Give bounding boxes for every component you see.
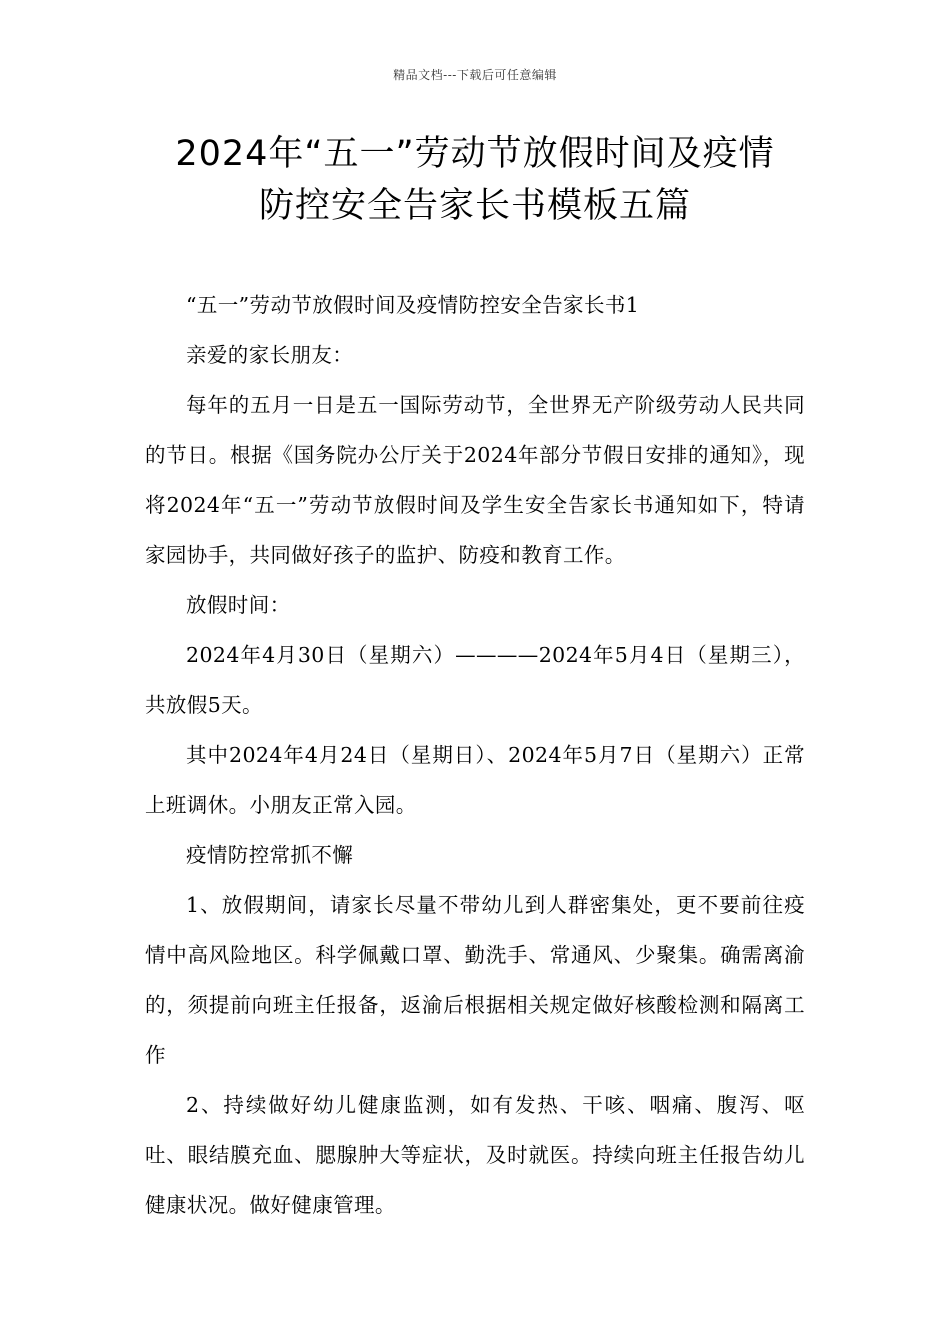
holiday-heading: 放假时间： (186, 593, 291, 617)
title-line-2: 防控安全告家长书模板五篇 (258, 186, 691, 226)
numbered-paragraph: 2、持续做好幼儿健康监测，如有发热、干咳、咽痛、腹泻、呕吐、眼结膜充血、腮腺肿大等症状，及时就医。持续向班主任报告幼儿健康状况。做好健康管理。 (145, 1093, 805, 1217)
body-paragraph: 每年的五月一日是五一国际劳动节，全世界无产阶级劳动人民共同的节日。根据《国务院办公厅关于2024年部分节假日安排的通知》，现将2024年“五一”劳动节放假时间及学生安全告家长书通知如下，特请家园协手，共同做好孩子的监护、防疫和教育工作。 (145, 393, 805, 567)
epidemic-heading: 疫情防控常抓不懈 (186, 843, 354, 867)
section-heading: “五一”劳动节放假时间及疫情防控安全告家长书1 (186, 293, 640, 317)
header-note: 精品文档---下载后可任意编辑 (393, 68, 557, 82)
makeup-days-paragraph: 其中2024年4月24日（星期日）、2024年5月7日（星期六）正常上班调休。小朋友正常入园。 (145, 743, 805, 817)
title-line-1: 2024年“五一”劳动节放假时间及疫情 (175, 134, 775, 174)
document-body (145, 280, 805, 1230)
salutation: 亲爱的家长朋友： (186, 343, 354, 367)
document-title (120, 128, 830, 232)
holiday-dates-paragraph: 2024年4月30日（星期六）————2024年5月4日（星期三），共放假5天。 (145, 643, 805, 717)
numbered-paragraph: 1、放假期间，请家长尽量不带幼儿到人群密集处，更不要前往疫情中高风险地区。科学佩戴口罩、勤洗手、常通风、少聚集。确需离渝的，须提前向班主任报备，返渝后根据相关规定做好核酸检测和隔离工作 (145, 893, 805, 1067)
